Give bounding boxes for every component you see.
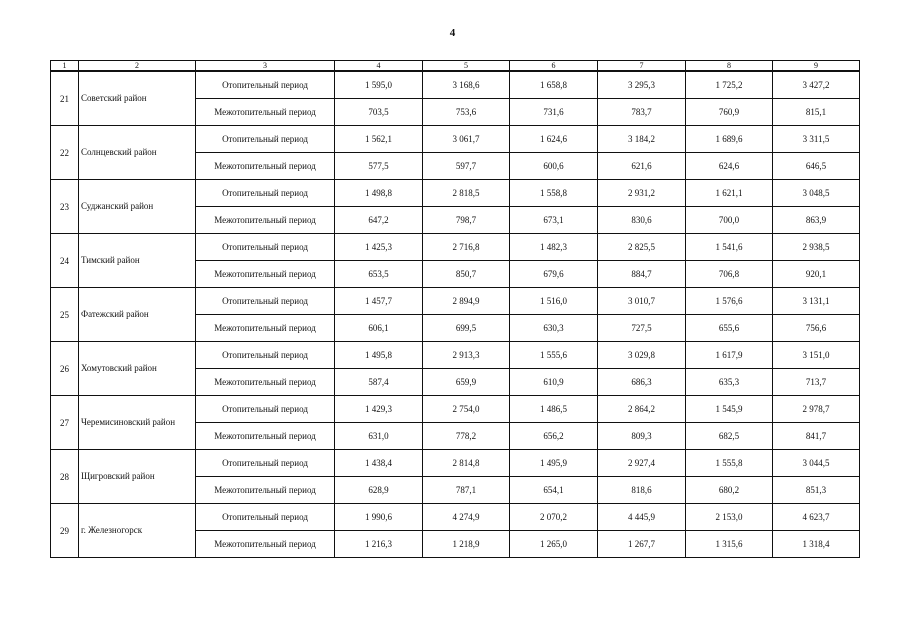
value-cell: 1 545,9 <box>686 396 773 423</box>
value-cell: 727,5 <box>598 315 686 342</box>
period-label: Межотопительный период <box>196 99 335 126</box>
value-cell: 2 070,2 <box>510 504 598 531</box>
value-cell: 4 623,7 <box>773 504 860 531</box>
value-cell: 1 725,2 <box>686 71 773 99</box>
table-row-heating <box>51 288 860 315</box>
value-cell: 2 894,9 <box>423 288 510 315</box>
value-cell: 3 311,5 <box>773 126 860 153</box>
value-cell: 830,6 <box>598 207 686 234</box>
value-cell: 1 576,6 <box>686 288 773 315</box>
value-cell: 597,7 <box>423 153 510 180</box>
district-name: Щигровский район <box>79 450 196 504</box>
period-label: Отопительный период <box>196 126 335 153</box>
value-cell: 624,6 <box>686 153 773 180</box>
row-number: 25 <box>51 288 79 342</box>
value-cell: 753,6 <box>423 99 510 126</box>
row-number: 29 <box>51 504 79 558</box>
value-cell: 2 978,7 <box>773 396 860 423</box>
value-cell: 682,5 <box>686 423 773 450</box>
value-cell: 1 482,3 <box>510 234 598 261</box>
value-cell: 2 818,5 <box>423 180 510 207</box>
value-cell: 2 825,5 <box>598 234 686 261</box>
value-cell: 1 562,1 <box>335 126 423 153</box>
value-cell: 659,9 <box>423 369 510 396</box>
value-cell: 655,6 <box>686 315 773 342</box>
value-cell: 1 315,6 <box>686 531 773 558</box>
value-cell: 680,2 <box>686 477 773 504</box>
value-cell: 3 029,8 <box>598 342 686 369</box>
value-cell: 2 927,4 <box>598 450 686 477</box>
value-cell: 679,6 <box>510 261 598 288</box>
value-cell: 1 265,0 <box>510 531 598 558</box>
value-cell: 630,3 <box>510 315 598 342</box>
value-cell: 1 318,4 <box>773 531 860 558</box>
column-header: 1 <box>51 61 79 72</box>
period-label: Межотопительный период <box>196 153 335 180</box>
value-cell: 713,7 <box>773 369 860 396</box>
table-body <box>51 61 860 558</box>
table-row-heating <box>51 71 860 99</box>
period-label: Межотопительный период <box>196 261 335 288</box>
value-cell: 884,7 <box>598 261 686 288</box>
value-cell: 3 151,0 <box>773 342 860 369</box>
table-row-heating <box>51 180 860 207</box>
value-cell: 1 486,5 <box>510 396 598 423</box>
value-cell: 1 558,8 <box>510 180 598 207</box>
row-number: 22 <box>51 126 79 180</box>
value-cell: 1 555,6 <box>510 342 598 369</box>
value-cell: 1 595,0 <box>335 71 423 99</box>
value-cell: 787,1 <box>423 477 510 504</box>
table-row-heating <box>51 342 860 369</box>
value-cell: 2 754,0 <box>423 396 510 423</box>
value-cell: 706,8 <box>686 261 773 288</box>
value-cell: 1 495,8 <box>335 342 423 369</box>
district-name: Фатежский район <box>79 288 196 342</box>
row-number: 27 <box>51 396 79 450</box>
value-cell: 1 429,3 <box>335 396 423 423</box>
period-label: Отопительный период <box>196 234 335 261</box>
value-cell: 606,1 <box>335 315 423 342</box>
value-cell: 920,1 <box>773 261 860 288</box>
period-label: Отопительный период <box>196 450 335 477</box>
table-row-heating <box>51 234 860 261</box>
row-number: 26 <box>51 342 79 396</box>
value-cell: 756,6 <box>773 315 860 342</box>
value-cell: 731,6 <box>510 99 598 126</box>
column-header: 7 <box>598 61 686 72</box>
value-cell: 4 274,9 <box>423 504 510 531</box>
value-cell: 851,3 <box>773 477 860 504</box>
value-cell: 700,0 <box>686 207 773 234</box>
value-cell: 577,5 <box>335 153 423 180</box>
period-label: Отопительный период <box>196 71 335 99</box>
value-cell: 2 913,3 <box>423 342 510 369</box>
value-cell: 1 438,4 <box>335 450 423 477</box>
column-header: 8 <box>686 61 773 72</box>
row-number: 23 <box>51 180 79 234</box>
value-cell: 818,6 <box>598 477 686 504</box>
period-label: Отопительный период <box>196 342 335 369</box>
period-label: Межотопительный период <box>196 369 335 396</box>
period-label: Отопительный период <box>196 288 335 315</box>
value-cell: 809,3 <box>598 423 686 450</box>
value-cell: 2 814,8 <box>423 450 510 477</box>
column-header: 6 <box>510 61 598 72</box>
value-cell: 653,5 <box>335 261 423 288</box>
value-cell: 1 621,1 <box>686 180 773 207</box>
value-cell: 2 938,5 <box>773 234 860 261</box>
value-cell: 3 131,1 <box>773 288 860 315</box>
column-header: 2 <box>79 61 196 72</box>
value-cell: 1 516,0 <box>510 288 598 315</box>
value-cell: 703,5 <box>335 99 423 126</box>
value-cell: 1 218,9 <box>423 531 510 558</box>
value-cell: 631,0 <box>335 423 423 450</box>
value-cell: 621,6 <box>598 153 686 180</box>
value-cell: 3 427,2 <box>773 71 860 99</box>
value-cell: 1 267,7 <box>598 531 686 558</box>
district-name: Советский район <box>79 71 196 126</box>
value-cell: 654,1 <box>510 477 598 504</box>
value-cell: 1 658,8 <box>510 71 598 99</box>
column-header: 4 <box>335 61 423 72</box>
value-cell: 699,5 <box>423 315 510 342</box>
row-number: 28 <box>51 450 79 504</box>
row-number: 21 <box>51 71 79 126</box>
value-cell: 1 425,3 <box>335 234 423 261</box>
value-cell: 673,1 <box>510 207 598 234</box>
value-cell: 4 445,9 <box>598 504 686 531</box>
value-cell: 3 184,2 <box>598 126 686 153</box>
district-name: Суджанский район <box>79 180 196 234</box>
value-cell: 1 555,8 <box>686 450 773 477</box>
value-cell: 1 498,8 <box>335 180 423 207</box>
value-cell: 3 048,5 <box>773 180 860 207</box>
value-cell: 1 457,7 <box>335 288 423 315</box>
value-cell: 1 617,9 <box>686 342 773 369</box>
value-cell: 3 295,3 <box>598 71 686 99</box>
district-name: г. Железногорск <box>79 504 196 558</box>
column-header: 9 <box>773 61 860 72</box>
value-cell: 2 864,2 <box>598 396 686 423</box>
value-cell: 850,7 <box>423 261 510 288</box>
value-cell: 610,9 <box>510 369 598 396</box>
value-cell: 760,9 <box>686 99 773 126</box>
period-label: Отопительный период <box>196 504 335 531</box>
table-row-heating <box>51 396 860 423</box>
value-cell: 3 044,5 <box>773 450 860 477</box>
value-cell: 863,9 <box>773 207 860 234</box>
table-row-heating <box>51 126 860 153</box>
value-cell: 656,2 <box>510 423 598 450</box>
district-name: Хомутовский район <box>79 342 196 396</box>
value-cell: 686,3 <box>598 369 686 396</box>
column-header: 5 <box>423 61 510 72</box>
value-cell: 600,6 <box>510 153 598 180</box>
page-number: 4 <box>449 27 456 39</box>
district-name: Солнцевский район <box>79 126 196 180</box>
value-cell: 1 624,6 <box>510 126 598 153</box>
value-cell: 628,9 <box>335 477 423 504</box>
tariff-table <box>50 60 860 558</box>
value-cell: 798,7 <box>423 207 510 234</box>
period-label: Отопительный период <box>196 396 335 423</box>
period-label: Отопительный период <box>196 180 335 207</box>
column-header: 3 <box>196 61 335 72</box>
value-cell: 778,2 <box>423 423 510 450</box>
row-number: 24 <box>51 234 79 288</box>
value-cell: 1 216,3 <box>335 531 423 558</box>
period-label: Межотопительный период <box>196 531 335 558</box>
value-cell: 1 689,6 <box>686 126 773 153</box>
period-label: Межотопительный период <box>196 315 335 342</box>
value-cell: 1 990,6 <box>335 504 423 531</box>
value-cell: 1 495,9 <box>510 450 598 477</box>
district-name: Черемисиновский район <box>79 396 196 450</box>
value-cell: 2 716,8 <box>423 234 510 261</box>
period-label: Межотопительный период <box>196 423 335 450</box>
value-cell: 587,4 <box>335 369 423 396</box>
value-cell: 2 153,0 <box>686 504 773 531</box>
value-cell: 1 541,6 <box>686 234 773 261</box>
district-name: Тимский район <box>79 234 196 288</box>
table-row-heating <box>51 450 860 477</box>
value-cell: 647,2 <box>335 207 423 234</box>
value-cell: 2 931,2 <box>598 180 686 207</box>
value-cell: 815,1 <box>773 99 860 126</box>
value-cell: 3 168,6 <box>423 71 510 99</box>
value-cell: 3 010,7 <box>598 288 686 315</box>
value-cell: 3 061,7 <box>423 126 510 153</box>
column-number-row <box>51 61 860 72</box>
value-cell: 646,5 <box>773 153 860 180</box>
value-cell: 635,3 <box>686 369 773 396</box>
table-row-heating <box>51 504 860 531</box>
value-cell: 841,7 <box>773 423 860 450</box>
period-label: Межотопительный период <box>196 207 335 234</box>
period-label: Межотопительный период <box>196 477 335 504</box>
value-cell: 783,7 <box>598 99 686 126</box>
